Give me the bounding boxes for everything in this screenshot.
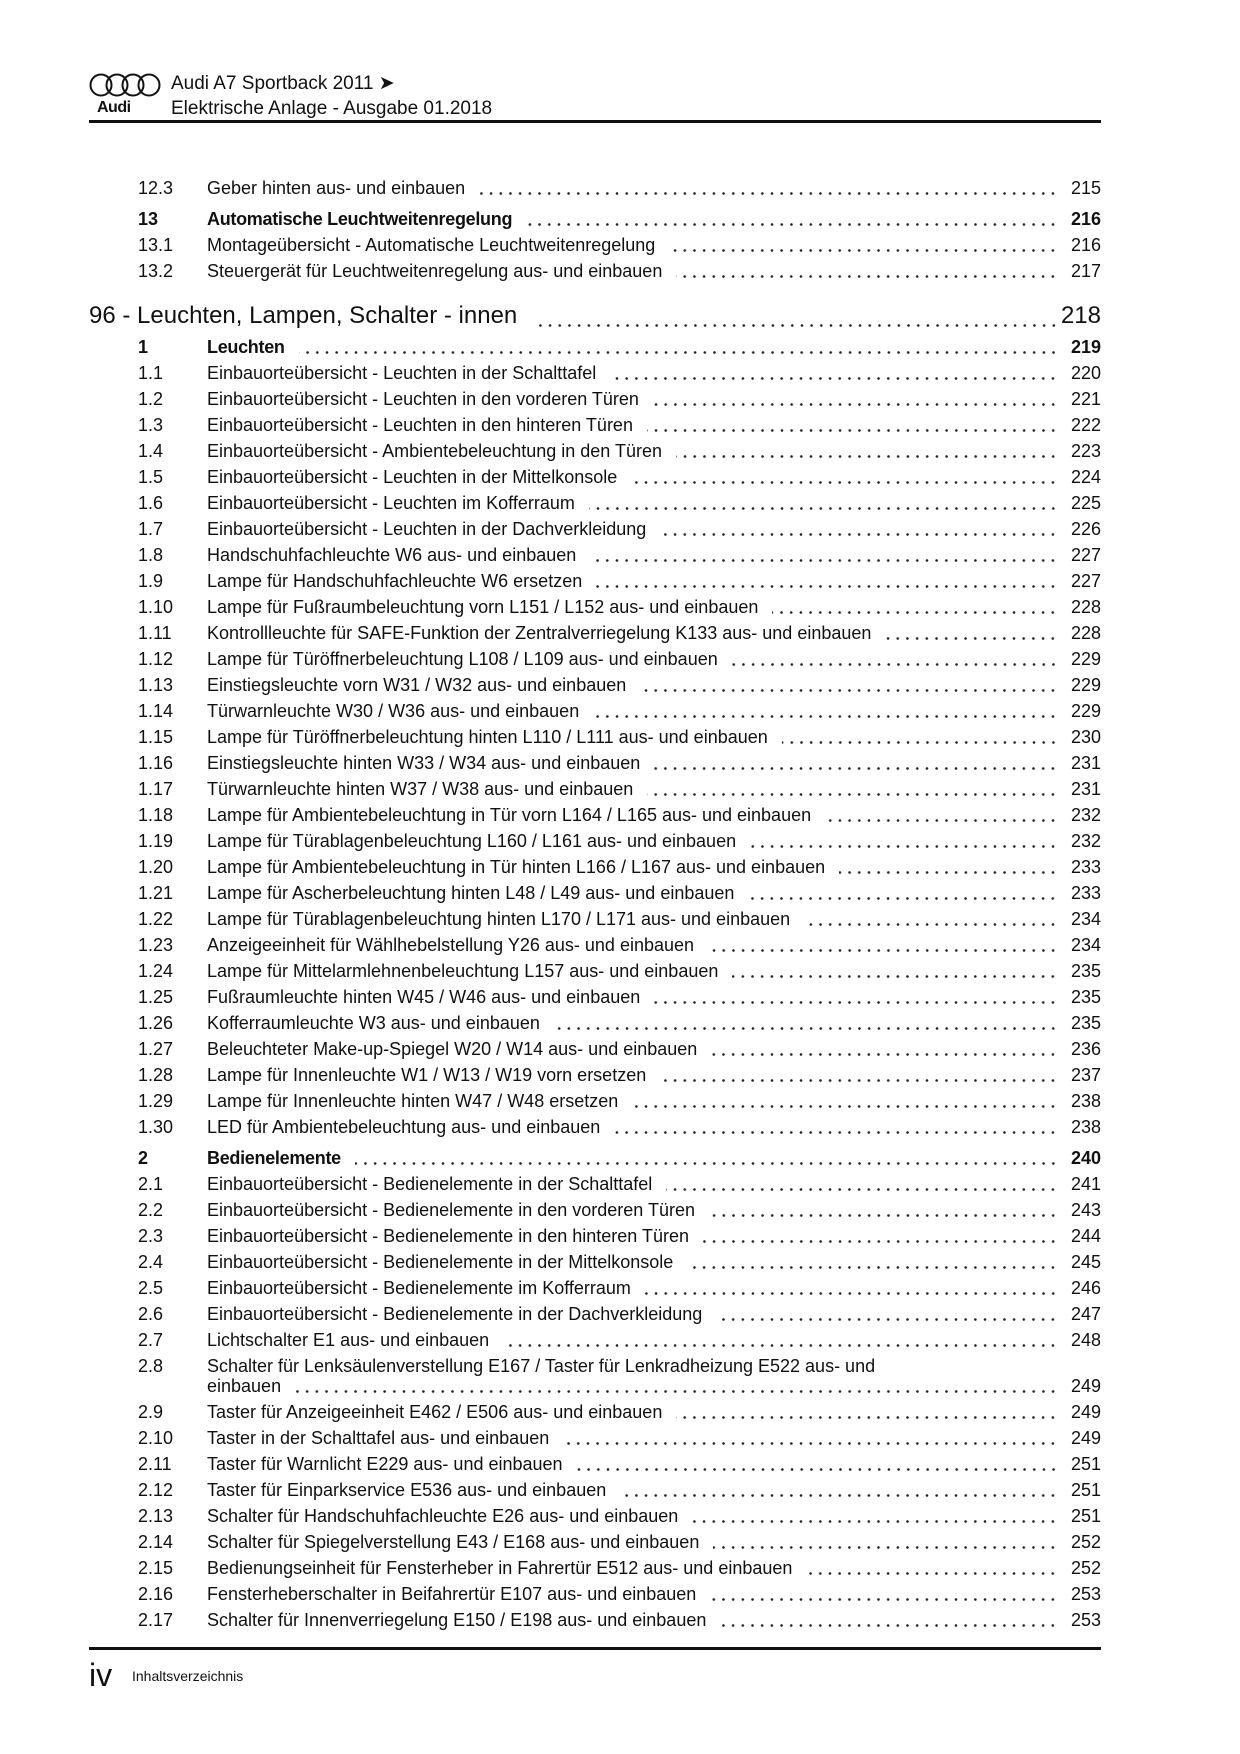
entry-title: Lampe für Mittelarmlehnenbeleuchtung L157 aus- und einbauen (207, 961, 719, 981)
entry-number: 13 (138, 209, 159, 229)
toc-entry[interactable] (89, 1399, 1101, 1425)
entry-number: 1.5 (138, 467, 164, 487)
entry-number: 1.13 (138, 675, 174, 695)
entry-page: 234 (1070, 909, 1101, 929)
entry-page: 233 (1070, 857, 1101, 877)
toc-entry[interactable] (89, 854, 1101, 880)
dot-leader (563, 1425, 1058, 1451)
dot-leader (806, 1555, 1058, 1581)
entry-title: Taster für Anzeigeeinheit E462 / E506 aus- und einbauen (207, 1402, 663, 1422)
dot-leader (589, 490, 1058, 516)
document-title: Audi A7 Sportback 2011 ➤ (171, 73, 395, 94)
toc-chapter[interactable] (89, 300, 1101, 332)
entry-number: 1.26 (138, 1013, 174, 1033)
entry-title: Lampe für Türablagenbeleuchtung L160 / L161 aus- und einbauen (207, 831, 737, 851)
entry-page: 238 (1070, 1091, 1101, 1111)
entry-number: 2 (138, 1148, 149, 1168)
entry-page: 229 (1070, 649, 1101, 669)
dot-leader (640, 672, 1058, 698)
toc-entry[interactable] (89, 1353, 1101, 1399)
entry-number: 2.11 (138, 1454, 172, 1474)
entry-title: Fensterheberschalter in Beifahrertür E107 aus- und einbauen (207, 1584, 697, 1604)
entry-page: 231 (1070, 753, 1101, 773)
toc-entry[interactable] (89, 516, 1101, 542)
dot-leader (708, 932, 1058, 958)
toc-entry[interactable] (89, 828, 1101, 854)
toc-entry[interactable] (89, 1223, 1101, 1249)
entry-title: Fußraumleuchte hinten W45 / W46 aus- und einbauen (207, 987, 641, 1007)
entry-number: 1.25 (138, 987, 174, 1007)
toc-entry[interactable] (89, 438, 1101, 464)
toc-entry[interactable] (89, 646, 1101, 672)
entry-page: 251 (1070, 1480, 1101, 1500)
toc-entry[interactable] (89, 1275, 1101, 1301)
entry-page: 249 (1070, 1428, 1101, 1448)
page-number: iv (89, 1657, 113, 1693)
entry-page: 229 (1070, 701, 1101, 721)
entry-title: Lichtschalter E1 aus- und einbauen (207, 1330, 490, 1350)
dot-leader (647, 776, 1058, 802)
entry-page: 220 (1070, 363, 1101, 383)
dot-leader (614, 1114, 1058, 1140)
toc-entry[interactable] (89, 1036, 1101, 1062)
entry-page: 238 (1070, 1117, 1101, 1137)
toc-entry[interactable] (89, 1197, 1101, 1223)
entry-number: 2.15 (138, 1558, 174, 1578)
entry-title: Einbauorteübersicht - Leuchten in den hinteren Türen (207, 415, 633, 435)
entry-page: 234 (1070, 935, 1101, 955)
entry-number: 2.1 (138, 1174, 164, 1194)
toc-entry[interactable] (89, 1010, 1101, 1036)
dot-leader (593, 698, 1058, 724)
entry-title: Einbauorteübersicht - Ambientebeleuchtung in den Türen (207, 441, 662, 461)
dot-leader (645, 1275, 1058, 1301)
entry-title: 96 - Leuchten, Lampen, Schalter - innen (89, 302, 518, 329)
dot-leader (676, 438, 1058, 464)
toc-entry[interactable] (89, 490, 1101, 516)
entry-number: 2.6 (138, 1304, 164, 1324)
entry-title: Steuergerät für Leuchtweitenregelung aus- und einbauen (207, 261, 663, 281)
entry-title: Einbauorteübersicht - Bedienelemente im Kofferraum (207, 1278, 631, 1298)
entry-number: 2.14 (138, 1532, 174, 1552)
table-of-contents (89, 175, 1101, 1633)
toc-entry[interactable] (89, 1327, 1101, 1353)
toc-entry[interactable] (89, 1581, 1101, 1607)
entry-page: 216 (1070, 235, 1101, 255)
entry-title: Einstiegsleuchte vorn W31 / W32 aus- und einbauen (207, 675, 627, 695)
entry-title: Lampe für Ascherbeleuchtung hinten L48 / L49 aus- und einbauen (207, 883, 735, 903)
toc-entry[interactable] (89, 984, 1101, 1010)
audi-wordmark: Audi (97, 99, 131, 116)
dot-leader (299, 334, 1058, 360)
entry-page: 253 (1070, 1584, 1101, 1604)
entry-page: 235 (1070, 987, 1101, 1007)
entry-page: 232 (1070, 805, 1101, 825)
toc-entry[interactable] (89, 906, 1101, 932)
footer-divider (89, 1647, 1101, 1650)
entry-number: 1.27 (138, 1039, 174, 1059)
entry-number: 1.10 (138, 597, 174, 617)
dot-leader (295, 1376, 1058, 1396)
entry-number: 1.20 (138, 857, 174, 877)
entry-number: 13.1 (138, 235, 174, 255)
entry-number: 1.24 (138, 961, 174, 981)
entry-page: 222 (1070, 415, 1101, 435)
entry-number: 2.9 (138, 1402, 164, 1422)
entry-number: 1.19 (138, 831, 174, 851)
dot-leader (804, 906, 1058, 932)
dot-leader (526, 206, 1058, 232)
entry-page: 249 (1070, 1402, 1101, 1422)
entry-number: 2.16 (138, 1584, 174, 1604)
toc-entry[interactable] (89, 620, 1101, 646)
entry-page: 216 (1070, 209, 1101, 229)
entry-title: LED für Ambientebeleuchtung aus- und einbauen (207, 1117, 601, 1137)
document-subtitle: Elektrische Anlage - Ausgabe 01.2018 (171, 98, 493, 119)
dot-leader (710, 1581, 1058, 1607)
entry-page: 219 (1070, 337, 1101, 357)
dot-leader (632, 1088, 1058, 1114)
dot-leader (647, 412, 1058, 438)
toc-entry[interactable] (89, 1451, 1101, 1477)
dot-leader (716, 1301, 1058, 1327)
toc-entry[interactable] (89, 464, 1101, 490)
entry-page: 227 (1070, 571, 1101, 591)
header-divider (89, 120, 1101, 123)
toc-entry[interactable] (89, 1088, 1101, 1114)
entry-title: Lampe für Ambientebeleuchtung in Tür vorn L164 / L165 aus- und einbauen (207, 805, 812, 825)
entry-number: 2.17 (138, 1610, 174, 1630)
entry-page: 237 (1070, 1065, 1101, 1085)
entry-page: 243 (1070, 1200, 1101, 1220)
toc-entry[interactable] (89, 1607, 1101, 1633)
entry-number: 1.18 (138, 805, 174, 825)
entry-title: Türwarnleuchte W30 / W36 aus- und einbauen (207, 701, 580, 721)
toc-entry[interactable] (89, 1114, 1101, 1140)
dot-leader (750, 828, 1058, 854)
dot-leader (355, 1145, 1058, 1171)
dot-leader (709, 1197, 1058, 1223)
toc-entry[interactable] (89, 258, 1101, 284)
dot-leader (666, 1171, 1058, 1197)
dot-leader (732, 958, 1058, 984)
entry-page: 226 (1070, 519, 1101, 539)
toc-entry[interactable] (89, 542, 1101, 568)
entry-title: Lampe für Türablagenbeleuchtung hinten L170 / L171 aus- und einbauen (207, 909, 791, 929)
dot-leader (577, 1451, 1058, 1477)
toc-entry[interactable] (89, 1249, 1101, 1275)
entry-number: 1.21 (138, 883, 174, 903)
dot-leader (676, 258, 1058, 284)
dot-leader (748, 880, 1058, 906)
entry-title: Taster für Warnlicht E229 aus- und einbauen (207, 1454, 563, 1474)
entry-number: 2.13 (138, 1506, 174, 1526)
dot-leader (539, 300, 1059, 332)
entry-title: Einbauorteübersicht - Leuchten in der Dachverkleidung (207, 519, 647, 539)
entry-number: 1.2 (138, 389, 164, 409)
entry-number: 1.1 (138, 363, 164, 383)
entry-title: Einbauorteübersicht - Bedienelemente in den vorderen Türen (207, 1200, 695, 1220)
entry-page: 231 (1070, 779, 1101, 799)
toc-entry[interactable] (89, 802, 1101, 828)
entry-page: 251 (1070, 1506, 1101, 1526)
dot-leader (772, 594, 1058, 620)
toc-entry[interactable] (89, 1062, 1101, 1088)
dot-leader (732, 646, 1058, 672)
entry-title: Lampe für Ambientebeleuchtung in Tür hinten L166 / L167 aus- und einbauen (207, 857, 826, 877)
dot-leader (479, 175, 1058, 201)
toc-entry[interactable] (89, 958, 1101, 984)
dot-leader (839, 854, 1058, 880)
entry-page: 230 (1070, 727, 1101, 747)
entry-number: 12.3 (138, 178, 174, 198)
entry-page: 224 (1070, 467, 1101, 487)
entry-page: 246 (1070, 1278, 1101, 1298)
entry-title: Einbauorteübersicht - Bedienelemente in der Dachverkleidung (207, 1304, 703, 1324)
entry-page: 218 (1060, 302, 1101, 329)
toc-entry[interactable] (89, 1529, 1101, 1555)
dot-leader (720, 1607, 1058, 1633)
entry-page: 252 (1070, 1532, 1101, 1552)
toc-entry[interactable] (89, 175, 1101, 201)
toc-entry[interactable] (89, 360, 1101, 386)
dot-leader (610, 360, 1058, 386)
entry-title: Einbauorteübersicht - Leuchten im Kofferraum (207, 493, 575, 513)
entry-title: Automatische Leuchtweitenregelung (207, 209, 513, 229)
toc-entry[interactable] (89, 1503, 1101, 1529)
entry-page: 248 (1070, 1330, 1101, 1350)
dot-leader (631, 464, 1058, 490)
dot-leader (703, 1223, 1058, 1249)
entry-number: 1.11 (138, 623, 172, 643)
dot-leader (660, 516, 1058, 542)
entry-title: Handschuhfachleuchte W6 aus- und einbauen (207, 545, 577, 565)
entry-title: Schalter für Lenksäulenverstellung E167 / Taster für Lenkradheizung E522 aus- und (207, 1356, 876, 1376)
toc-entry[interactable] (89, 1555, 1101, 1581)
entry-page: 240 (1070, 1148, 1101, 1168)
entry-title: Taster in der Schalttafel aus- und einbauen (207, 1428, 550, 1448)
entry-title: Lampe für Handschuhfachleuchte W6 ersetzen (207, 571, 583, 591)
entry-page: 247 (1070, 1304, 1101, 1324)
toc-entry[interactable] (89, 1171, 1101, 1197)
entry-title: Lampe für Innenleuchte hinten W47 / W48 ersetzen (207, 1091, 619, 1111)
dot-leader (554, 1010, 1058, 1036)
toc-entry[interactable] (89, 750, 1101, 776)
dot-leader (654, 984, 1058, 1010)
entry-page: 225 (1070, 493, 1101, 513)
audi-rings-logo (89, 70, 163, 100)
dot-leader (676, 1399, 1058, 1425)
entry-title: Schalter für Innenverriegelung E150 / E198 aus- und einbauen (207, 1610, 707, 1630)
entry-title: Lampe für Innenleuchte W1 / W13 / W19 vorn ersetzen (207, 1065, 647, 1085)
toc-entry[interactable] (89, 776, 1101, 802)
entry-title: Beleuchteter Make-up-Spiegel W20 / W14 aus- und einbauen (207, 1039, 698, 1059)
entry-title: Lampe für Türöffnerbeleuchtung L108 / L109 aus- und einbauen (207, 649, 718, 669)
entry-page: 229 (1070, 675, 1101, 695)
dot-leader (503, 1327, 1058, 1353)
toc-section[interactable] (89, 334, 1101, 360)
dot-leader (596, 568, 1058, 594)
entry-page: 233 (1070, 883, 1101, 903)
entry-number: 1.14 (138, 701, 174, 721)
entry-title: Einbauorteübersicht - Leuchten in den vorderen Türen (207, 389, 639, 409)
entry-number: 1.17 (138, 779, 174, 799)
toc-entry[interactable] (89, 932, 1101, 958)
toc-entry[interactable] (89, 1425, 1101, 1451)
toc-entry[interactable] (89, 1301, 1101, 1327)
entry-title: Kofferraumleuchte W3 aus- und einbauen (207, 1013, 540, 1033)
entry-page: 235 (1070, 961, 1101, 981)
entry-number: 1.7 (138, 519, 164, 539)
entry-title: Leuchten (207, 337, 285, 357)
entry-number: 1.12 (138, 649, 174, 669)
entry-number: 1.22 (138, 909, 174, 929)
entry-page: 232 (1070, 831, 1101, 851)
entry-page: 236 (1070, 1039, 1101, 1059)
entry-title: Bedienelemente (207, 1148, 341, 1168)
entry-title: Einbauorteübersicht - Bedienelemente in der Schalttafel (207, 1174, 653, 1194)
entry-title: Bedienungseinheit für Fensterheber in Fahrertür E512 aus- und einbauen (207, 1558, 793, 1578)
entry-number: 2.4 (138, 1252, 164, 1272)
entry-title: Einbauorteübersicht - Bedienelemente in den hinteren Türen (207, 1226, 689, 1246)
entry-title: Montageübersicht - Automatische Leuchtweitenregelung (207, 235, 656, 255)
dot-leader (590, 542, 1058, 568)
dot-leader (620, 1477, 1058, 1503)
toc-entry[interactable] (89, 1477, 1101, 1503)
dot-leader (653, 386, 1058, 412)
dot-leader (692, 1503, 1058, 1529)
toc-entry[interactable] (89, 232, 1101, 258)
entry-title-continued: einbauen (207, 1376, 282, 1396)
entry-page: 228 (1070, 623, 1101, 643)
toc-entry[interactable] (89, 568, 1101, 594)
toc-entry[interactable] (89, 594, 1101, 620)
entry-title: Türwarnleuchte hinten W37 / W38 aus- und einbauen (207, 779, 634, 799)
entry-title: Schalter für Spiegelverstellung E43 / E168 aus- und einbauen (207, 1532, 700, 1552)
entry-number: 1.30 (138, 1117, 174, 1137)
dot-leader (713, 1529, 1058, 1555)
entry-title: Einbauorteübersicht - Leuchten in der Mittelkonsole (207, 467, 618, 487)
dot-leader (782, 724, 1058, 750)
entry-page: 227 (1070, 545, 1101, 565)
entry-number: 1.23 (138, 935, 174, 955)
dot-leader (660, 1062, 1058, 1088)
entry-title: Lampe für Fußraumbeleuchtung vorn L151 / L152 aus- und einbauen (207, 597, 759, 617)
dot-leader (885, 620, 1058, 646)
toc-entry[interactable] (89, 724, 1101, 750)
entry-number: 1.6 (138, 493, 164, 513)
entry-number: 2.10 (138, 1428, 174, 1448)
entry-number: 1 (138, 337, 149, 357)
entry-page: 223 (1070, 441, 1101, 461)
entry-page: 241 (1070, 1174, 1101, 1194)
entry-page: 221 (1070, 389, 1101, 409)
dot-leader (687, 1249, 1058, 1275)
entry-title: Einbauorteübersicht - Bedienelemente in der Mittelkonsole (207, 1252, 674, 1272)
entry-title: Taster für Einparkservice E536 aus- und einbauen (207, 1480, 607, 1500)
dot-leader (669, 232, 1058, 258)
entry-title: Kontrollleuchte für SAFE-Funktion der Zentralverriegelung K133 aus- und einbauen (207, 623, 872, 643)
entry-number: 2.8 (138, 1356, 164, 1376)
entry-number: 1.15 (138, 727, 174, 747)
footer-label: Inhaltsverzeichnis (132, 1668, 244, 1684)
entry-number: 2.5 (138, 1278, 164, 1298)
entry-page: 252 (1070, 1558, 1101, 1578)
toc-entry[interactable] (89, 880, 1101, 906)
toc-entry[interactable] (89, 698, 1101, 724)
entry-number: 1.8 (138, 545, 164, 565)
entry-title: Geber hinten aus- und einbauen (207, 178, 466, 198)
entry-page: 235 (1070, 1013, 1101, 1033)
entry-page: 215 (1070, 178, 1101, 198)
entry-page: 253 (1070, 1610, 1101, 1630)
entry-title: Einbauorteübersicht - Leuchten in der Schalttafel (207, 363, 597, 383)
toc-entry[interactable] (89, 412, 1101, 438)
toc-entry[interactable] (89, 386, 1101, 412)
entry-number: 1.16 (138, 753, 174, 773)
toc-section[interactable] (89, 1145, 1101, 1171)
entry-number: 1.29 (138, 1091, 174, 1111)
entry-number: 13.2 (138, 261, 174, 281)
entry-number: 2.7 (138, 1330, 164, 1350)
dot-leader (825, 802, 1058, 828)
entry-page: 245 (1070, 1252, 1101, 1272)
entry-title: Lampe für Türöffnerbeleuchtung hinten L110 / L111 aus- und einbauen (207, 727, 768, 747)
entry-title: Schalter für Handschuhfachleuchte E26 aus- und einbauen (207, 1506, 679, 1526)
toc-entry[interactable] (89, 672, 1101, 698)
entry-page: 244 (1070, 1226, 1101, 1246)
toc-section[interactable] (89, 206, 1101, 232)
entry-number: 1.9 (138, 571, 164, 591)
entry-page: 251 (1070, 1454, 1101, 1474)
entry-number: 1.4 (138, 441, 164, 461)
entry-title: Anzeigeeinheit für Wählhebelstellung Y26 aus- und einbauen (207, 935, 695, 955)
dot-leader (711, 1036, 1058, 1062)
dot-leader (654, 750, 1058, 776)
entry-number: 1.3 (138, 415, 164, 435)
entry-page: 228 (1070, 597, 1101, 617)
entry-number: 2.3 (138, 1226, 164, 1246)
entry-page: 249 (1070, 1376, 1101, 1396)
entry-number: 2.2 (138, 1200, 164, 1220)
entry-number: 1.28 (138, 1065, 174, 1085)
entry-number: 2.12 (138, 1480, 174, 1500)
entry-page: 217 (1070, 261, 1101, 281)
entry-title: Einstiegsleuchte hinten W33 / W34 aus- und einbauen (207, 753, 641, 773)
